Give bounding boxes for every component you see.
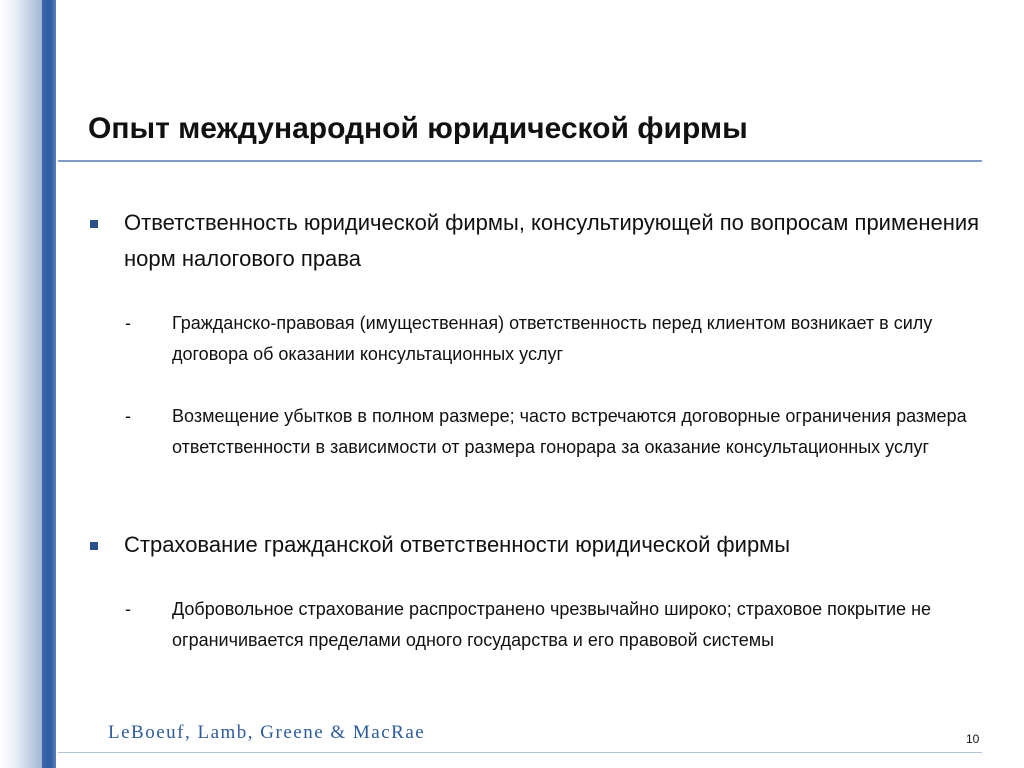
sub-item-dash: - <box>125 313 131 333</box>
title-divider <box>58 160 982 162</box>
footer-brand-logo: LeBoeuf, Lamb, Greene & MacRae <box>108 722 426 743</box>
sub-item-damages: Возмещение убытков в полном размере; часто встречаются договорные ограничения размера ответственности в зависимости от размера гонорара за оказание консультационных услуг <box>172 406 967 457</box>
bullet-square-icon <box>90 220 98 228</box>
bullet-item-liability: Ответственность юридической фирмы, консультирующей по вопросам применения норм налогового права <box>124 210 980 271</box>
sub-item-dash: - <box>125 406 131 426</box>
sub-item-civil-liability: Гражданско-правовая (имущественная) ответственность перед клиентом возникает в силу договора об оказании консультационных услуг <box>172 313 933 364</box>
footer-divider <box>58 752 982 753</box>
sub-item-dash: - <box>125 599 131 619</box>
left-accent-stripe <box>42 0 56 768</box>
left-decorative-band <box>0 0 44 768</box>
bullet-item-insurance: Страхование гражданской ответственности юридической фирмы <box>124 532 791 557</box>
slide-title: Опыт международной юридической фирмы <box>88 112 748 145</box>
sub-item-voluntary-insurance: Добровольное страхование распространено чрезвычайно широко; страховое покрытие не ограничивается пределами одного государства и его правовой системы <box>172 599 932 650</box>
page-number: 10 <box>966 732 980 746</box>
bullet-square-icon <box>90 542 98 550</box>
